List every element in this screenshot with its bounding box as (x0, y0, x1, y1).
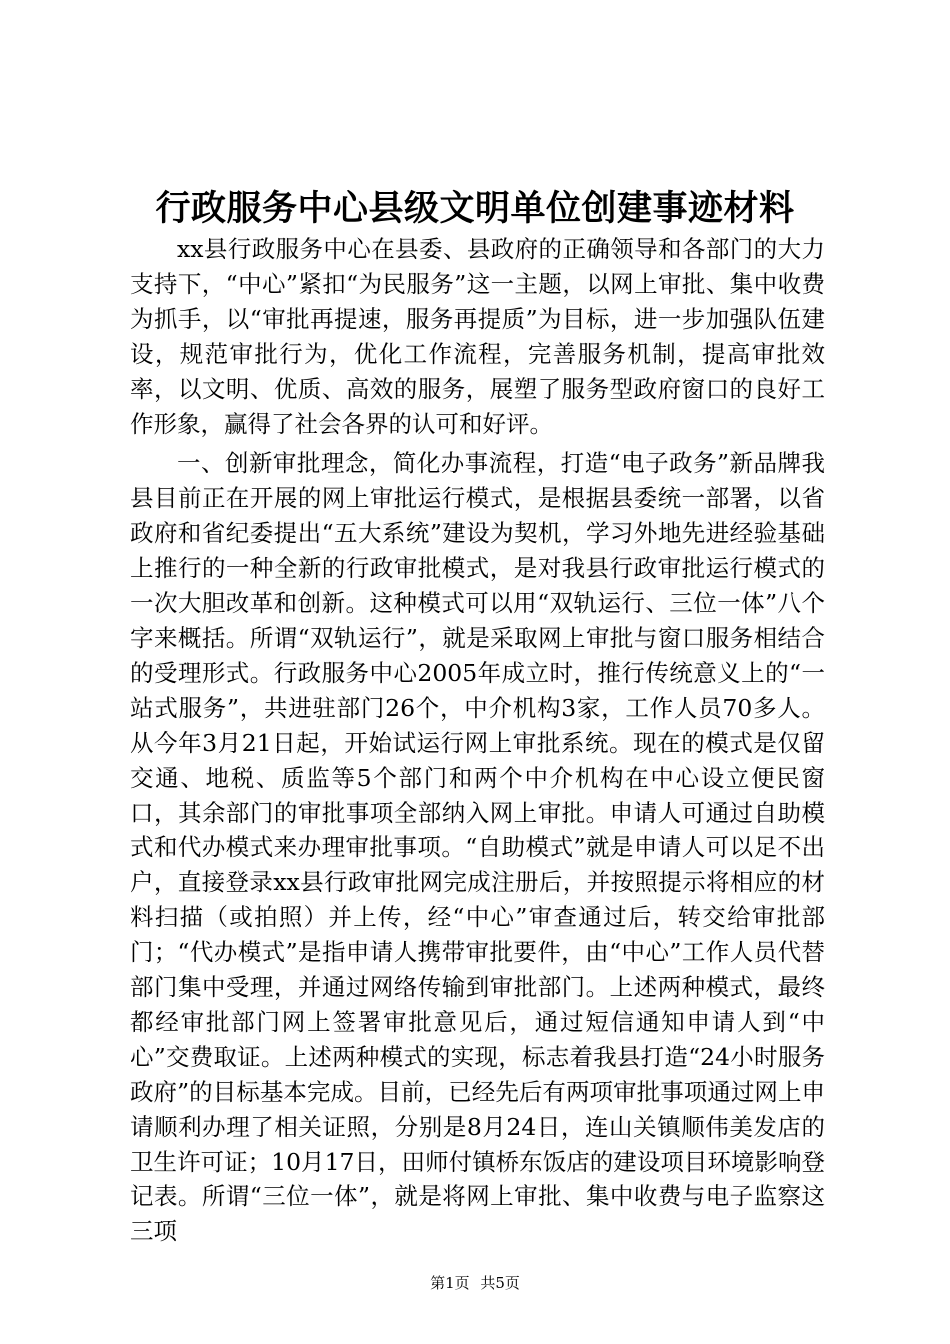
paragraph-section-one: 一、创新审批理念，简化办事流程，打造“电子政务”新品牌我县目前正在开展的网上审批运行模式，是根据县委统一部署，以省政府和省纪委提出“五大系统”建设为契机，学习外地先进经验基础上推行的一种全新的行政审批模式，是对我县行政审批运行模式的一次大胆改革和创新。这种模式可以用“双轨运行、三位一体”八个字来概括。所谓“双轨运行”，就是采取网上审批与窗口服务相结合的受理形式。行政服务中心2005年成立时，推行传统意义上的“一站式服务”，共进驻部门26个，中介机构3家，工作人员70多人。从今年3月21日起，开始试运行网上审批系统。现在的模式是仅留交通、地税、质监等5个部门和两个中介机构在中心设立便民窗口，其余部门的审批事项全部纳入网上审批。申请人可通过自助模式和代办模式来办理审批事项。“自助模式”就是申请人可以足不出户，直接登录xx县行政审批网完成注册后，并按照提示将相应的材料扫描（或拍照）并上传，经“中心”审查通过后，转交给审批部门；“代办模式”是指申请人携带审批要件，由“中心”工作人员代替部门集中受理，并通过网络传输到审批部门。上述两种模式，最终都经审批部门网上签署审批意见后，通过短信通知申请人到“中心”交费取证。上述两种模式的实现，标志着我县打造“24小时服务政府”的目标基本完成。目前，已经先后有两项审批事项通过网上申请顺利办理了相关证照，分别是8月24日，连山关镇顺伟美发店的卫生许可证；10月17日，田师付镇桥东饭店的建设项目环境影响登记表。所谓“三位一体”，就是将网上审批、集中收费与电子监察这三项 (130, 449, 825, 1246)
document-title: 行政服务中心县级文明单位创建事迹材料 (155, 188, 795, 229)
page-footer (0, 1273, 950, 1293)
document-body (130, 232, 825, 1254)
page-number: 第1页 (430, 1274, 470, 1292)
page-total: 共5页 (480, 1274, 520, 1292)
paragraph-intro: xx县行政服务中心在县委、县政府的正确领导和各部门的大力支持下，“中心”紧扣“为民服务”这一主题，以网上审批、集中收费为抓手，以“审批再提速，服务再提质”为目标，进一步加强队伍建设，规范审批行为，优化工作流程，完善服务机制，提高审批效率，以文明、优质、高效的服务，展塑了服务型政府窗口的良好工作形象，赢得了社会各界的认可和好评。 (130, 235, 825, 438)
